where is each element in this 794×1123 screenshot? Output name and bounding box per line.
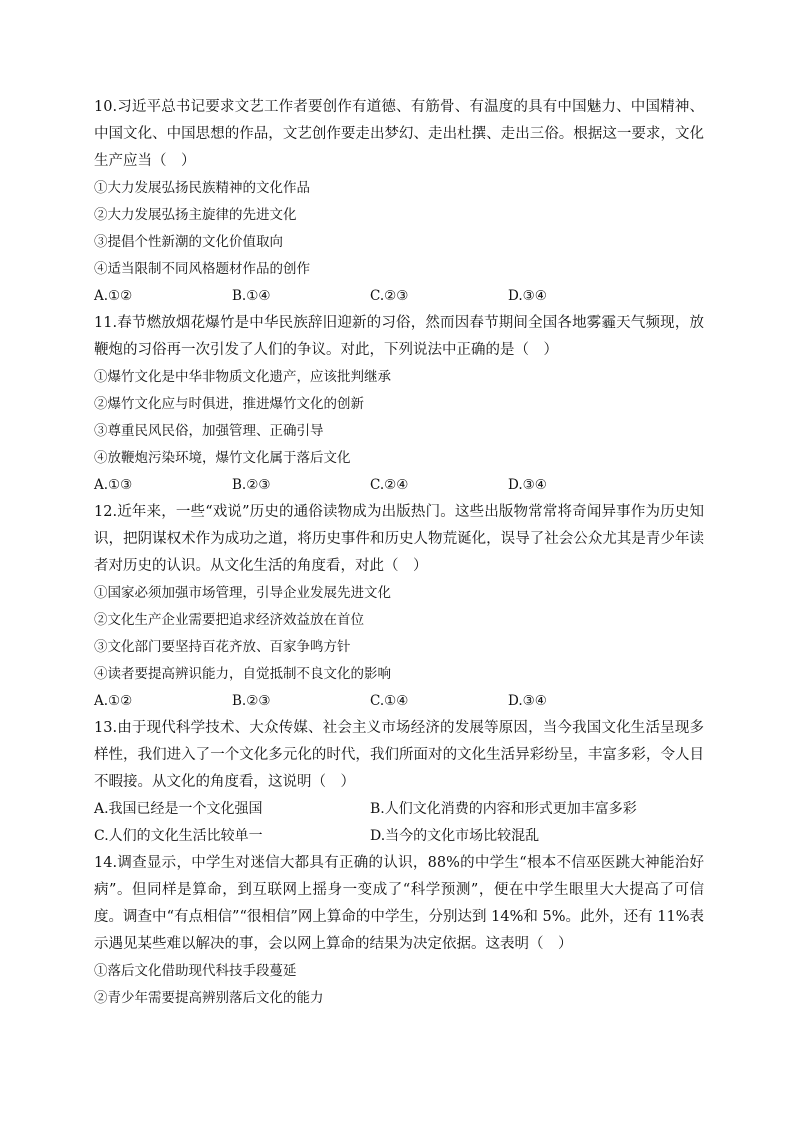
choice-a[interactable]: A.①② <box>94 693 133 709</box>
question-11 <box>94 310 704 499</box>
statement-item: ③尊重民风民俗，加强管理、正确引导 <box>94 423 324 439</box>
question-stem: 10.习近平总书记要求文艺工作者要创作有道德、有筋骨、有温度的具有中国魅力、中国精神、中国文化、中国思想的作品，文艺创作要走出梦幻、走出杜撰、走出三俗。根据这一要求，文化生产应当（ ） <box>94 99 704 169</box>
answer-choices-row-2 <box>94 823 704 850</box>
statement-item: ③提倡个性新潮的文化价值取向 <box>94 234 283 250</box>
question-stem: 11.春节燃放烟花爆竹是中华民族辞旧迎新的习俗，然而因春节期间全国各地雾霾天气频现，放鞭炮的习俗再一次引发了人们的争议。对此，下列说法中正确的是（ ） <box>94 315 704 358</box>
exam-page <box>94 94 704 1012</box>
choice-a[interactable]: A.①③ <box>94 477 133 493</box>
question-10 <box>94 94 704 310</box>
choice-c[interactable]: C.②④ <box>370 477 409 493</box>
statement-item: ①爆竹文化是中华非物质文化遗产，应该批判继承 <box>94 369 391 385</box>
choice-b[interactable]: B.②③ <box>232 477 271 493</box>
statement-item: ①国家必须加强市场管理，引导企业发展先进文化 <box>94 585 391 601</box>
statement-item: ④放鞭炮污染环境，爆竹文化属于落后文化 <box>94 450 351 466</box>
choice-c[interactable]: C.①④ <box>370 693 409 709</box>
choice-a[interactable]: A.我国已经是一个文化强国 <box>94 801 263 817</box>
statement-item: ①落后文化借助现代科技手段蔓延 <box>94 963 297 979</box>
answer-choices-row-1 <box>94 796 704 823</box>
choice-d[interactable]: D.③④ <box>508 477 547 493</box>
question-stem: 13.由于现代科学技术、大众传媒、社会主义市场经济的发展等原因，当今我国文化生活呈现多样性，我们进入了一个文化多元化的时代，我们所面对的文化生活异彩纷呈，丰富多彩，令人目不暇接。从文化的角度看，这说明（ ） <box>94 720 704 790</box>
question-stem: 12.近年来，一些“戏说”历史的通俗读物成为出版热门。这些出版物常常将奇闻异事作为历史知识，把阴谋权术作为成功之道，将历史事件和历史人物荒诞化，误导了社会公众尤其是青少年读者对历史的认识。从文化生活的角度看，对此（ ） <box>94 504 704 574</box>
statement-item: ②爆竹文化应与时俱进，推进爆竹文化的创新 <box>94 396 364 412</box>
question-12 <box>94 499 704 715</box>
statement-item: ②文化生产企业需要把追求经济效益放在首位 <box>94 612 364 628</box>
statement-item: ④读者要提高辨识能力，自觉抵制不良文化的影响 <box>94 666 391 682</box>
choice-c[interactable]: C.②③ <box>370 288 409 304</box>
choice-a[interactable]: A.①② <box>94 288 133 304</box>
choice-b[interactable]: B.②③ <box>232 693 271 709</box>
choice-d[interactable]: D.当今的文化市场比较混乱 <box>370 828 540 844</box>
answer-choices <box>94 283 704 310</box>
question-13 <box>94 715 704 850</box>
choice-d[interactable]: D.③④ <box>508 288 547 304</box>
question-stem: 14.调查显示，中学生对迷信大都具有正确的认识，88%的中学生“根本不信巫医跳大神能治好病”。但同样是算命，到互联网上摇身一变成了“科学预测”，便在中学生眼里大大提高了可信度。调查中“有点相信”“很相信”网上算命的中学生，分别达到 14%和 5%。此外，还有 11%表示遇见某些难以解决的事，会以网上算命的结果为决定依据。这表明（ ） <box>94 855 704 952</box>
choice-c[interactable]: C.人们的文化生活比较单一 <box>94 828 263 844</box>
statement-item: ②大力发展弘扬主旋律的先进文化 <box>94 207 297 223</box>
statement-item: ④适当限制不同风格题材作品的创作 <box>94 261 310 277</box>
statement-item: ①大力发展弘扬民族精神的文化作品 <box>94 180 310 196</box>
question-14 <box>94 850 704 1012</box>
choice-b[interactable]: B.人们文化消费的内容和形式更加丰富多彩 <box>370 801 637 817</box>
answer-choices <box>94 472 704 499</box>
answer-choices <box>94 688 704 715</box>
statement-item: ③文化部门要坚持百花齐放、百家争鸣方针 <box>94 639 351 655</box>
choice-b[interactable]: B.①④ <box>232 288 271 304</box>
statement-item: ②青少年需要提高辨别落后文化的能力 <box>94 990 324 1006</box>
choice-d[interactable]: D.③④ <box>508 693 547 709</box>
